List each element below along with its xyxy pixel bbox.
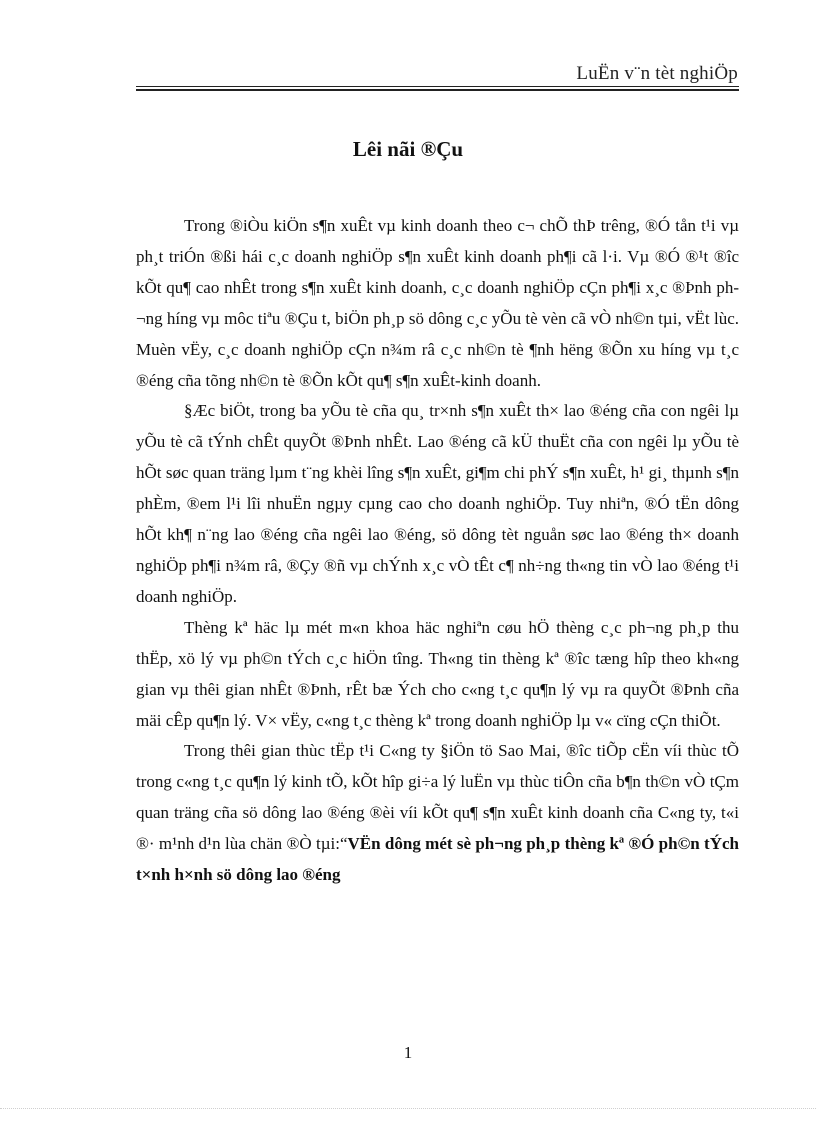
header-rule-thin: [136, 86, 739, 87]
header-rule-thick: [136, 89, 739, 91]
paragraph-4-bold-title: VËn dông mét sè ph¬ng ph¸p thèng kª ®Ó ph©n tÝch t×nh h×nh sö dông lao ®éng: [136, 834, 739, 885]
paragraph-1: Trong ®iÒu kiÖn s¶n xuÊt vµ kinh doanh theo c¬ chÕ thÞ trêng, ®Ó tån t¹i vµ ph¸t triÓn ®ßi hái c¸c doanh nghiÖp s¶n xuÊt kinh doanh ph¶i cã l·i. Vµ ®Ó ®¹t ®îc kÕt qu¶ cao nhÊt trong s¶n xuÊt kinh doanh, c¸c doanh nghiÖp cÇn ph¶i x¸c ®Þnh ph¬ng híng vµ môc tiªu ®Çu t, biÖn ph¸p sö dông c¸c yÕu tè vèn cã vÒ nh©n tµi, vËt lùc. Muèn vËy, c¸c doanh nghiÖp cÇn n¾m râ c¸c nh©n tè ¶nh hëng ®Õn xu híng vµ t¸c ®éng cña tõng nh©n tè ®Õn kÕt qu¶ s¶n xuÊt-kinh doanh.: [136, 216, 739, 390]
paragraph-2: §Æc biÖt, trong ba yÕu tè cña qu¸ tr×nh s¶n xuÊt th× lao ®éng cña con ngêi lµ yÕu tè cã tÝnh chÊt quyÕt ®Þnh nhÊt. Lao ®éng cã kÜ thuËt cña con ngêi lµ yÕu tè hÕt søc quan träng lµm t¨ng khèi lîng s¶n xuÊt, gi¶m chi phÝ s¶n xuÊt, h¹ gi¸ thµnh s¶n phÈm, ®em l¹i lîi nhuËn ngµy cµng cao cho doanh nghiÖp. Tuy nhiªn, ®Ó tËn dông hÕt kh¶ n¨ng lao ®éng cña ngêi lao ®éng, sö dông tèt nguån søc lao ®éng th× doanh nghiÖp ph¶i n¾m râ, ®Çy ®ñ vµ chÝnh x¸c vÒ tÊt c¶ nh÷ng th«ng tin vÒ lao ®éng t¹i doanh nghiÖp.: [136, 401, 739, 606]
paragraph-4-text: Trong thêi gian thùc tËp t¹i C«ng ty §iÖn tö Sao Mai, ®îc tiÕp cËn víi thùc tÕ trong c«ng t¸c qu¶n lý kinh tÕ, kÕt hîp gi÷a lý luËn vµ thùc tiÔn cña b¶n th©n vÒ tÇm quan träng cña sö dông lao ®éng ®èi víi kÕt qu¶ s¶n xuÊt kinh doanh cña C«ng ty, t«i ®· m¹nh d¹n lùa chän ®Ò tµi:“: [136, 741, 739, 854]
body-text: [136, 211, 739, 891]
running-header: LuËn v¨n tèt nghiÖp: [576, 63, 738, 84]
paragraph-3: Thèng kª häc lµ mét m«n khoa häc nghiªn cøu hÖ thèng c¸c ph¬ng ph¸p thu thËp, xö lý vµ ph©n tÝch c¸c hiÖn tîng. Th«ng tin thèng kª ®îc tæng hîp theo kh«ng gian vµ thêi gian nhÊt ®Þnh, rÊt bæ Ých cho c«ng t¸c qu¶n lý vµ ra quyÕt ®Þnh cña mäi cÊp qu¶n lý. V× vËy, c«ng t¸c thèng kª trong doanh nghiÖp lµ v« cïng cÇn thiÕt.: [136, 617, 739, 730]
page-bottom-border: [0, 1108, 816, 1109]
section-title: Lêi nãi ®Çu: [352, 137, 464, 161]
page-number: 1: [403, 1043, 413, 1062]
paragraph-4: [136, 736, 739, 891]
